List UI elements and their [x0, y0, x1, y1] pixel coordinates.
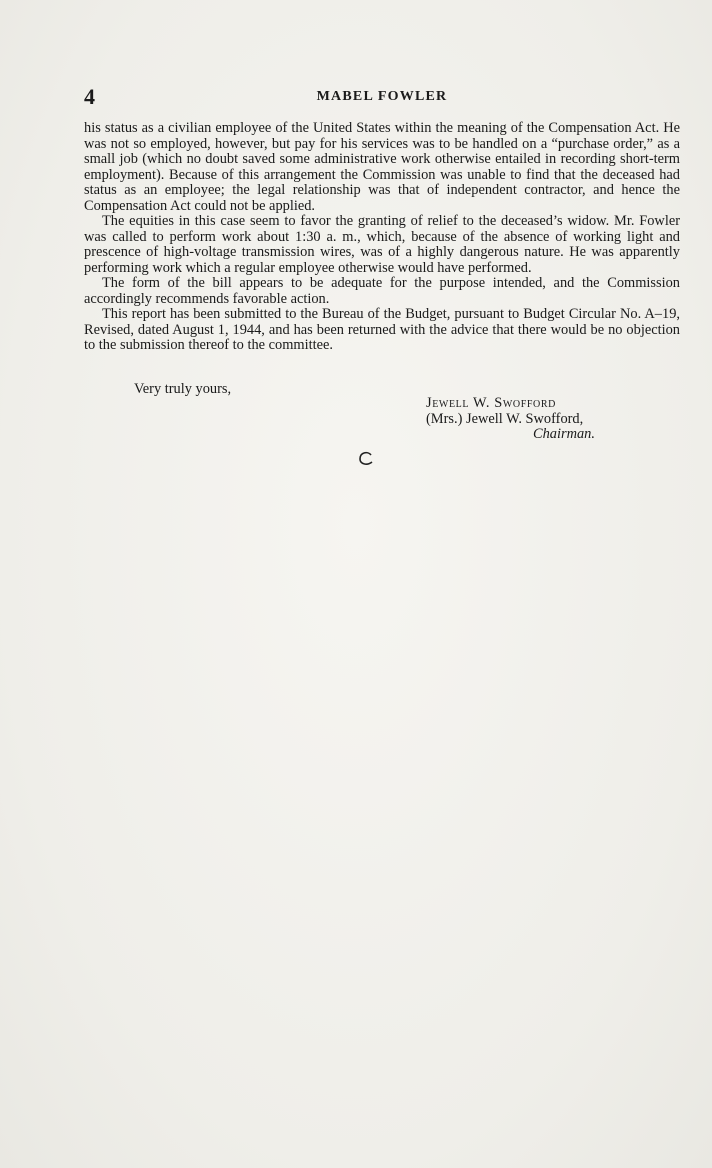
signature-title: Chairman.	[533, 426, 595, 442]
body-paragraph-3: The form of the bill appears to be adequate for the purpose intended, and the Commission accordingly recommends favorable action.	[84, 275, 680, 307]
signature-name: Jewell W. Swofford	[426, 395, 556, 411]
signature-full-name: (Mrs.) Jewell W. Swofford,	[426, 410, 584, 427]
page-header	[84, 84, 680, 110]
page-number: 4	[84, 84, 95, 109]
body-paragraph-4: This report has been submitted to the Bureau of the Budget, pursuant to Budget Circular No. A–19, Revised, dated August 1, 1944, and has been returned with the advice that there would be no objection to the submission thereof to the committee.	[84, 306, 680, 353]
signature-block	[426, 396, 686, 443]
body-paragraph-1: his status as a civilian employee of the United States within the meaning of the Compensation Act. He was not so employed, however, but pay for his services was to be handled on a “purchase order,” as a small job (which no doubt saved some administrative work otherwise entailed in recording short-term employment). Because of this arrangement the Commission was unable to find that the deceased had status as an employee; the legal relationship was that of independent contractor, and hence the Compensation Act could not be applied.	[84, 120, 680, 214]
running-head: MABEL FOWLER	[316, 89, 448, 104]
body-paragraph-2: The equities in this case seem to favor the granting of relief to the deceased’s widow. Mr. Fowler was called to perform work about 1:30 a. m., which, because of the absence of working light and prescence of high-voltage transmission wires, was of a highly dangerous nature. He was apparently performing work which a regular employee otherwise would have performed.	[84, 213, 680, 276]
ink-mark-icon	[357, 450, 375, 468]
complimentary-closing: Very truly yours,	[134, 381, 232, 397]
letter-body	[84, 121, 680, 354]
